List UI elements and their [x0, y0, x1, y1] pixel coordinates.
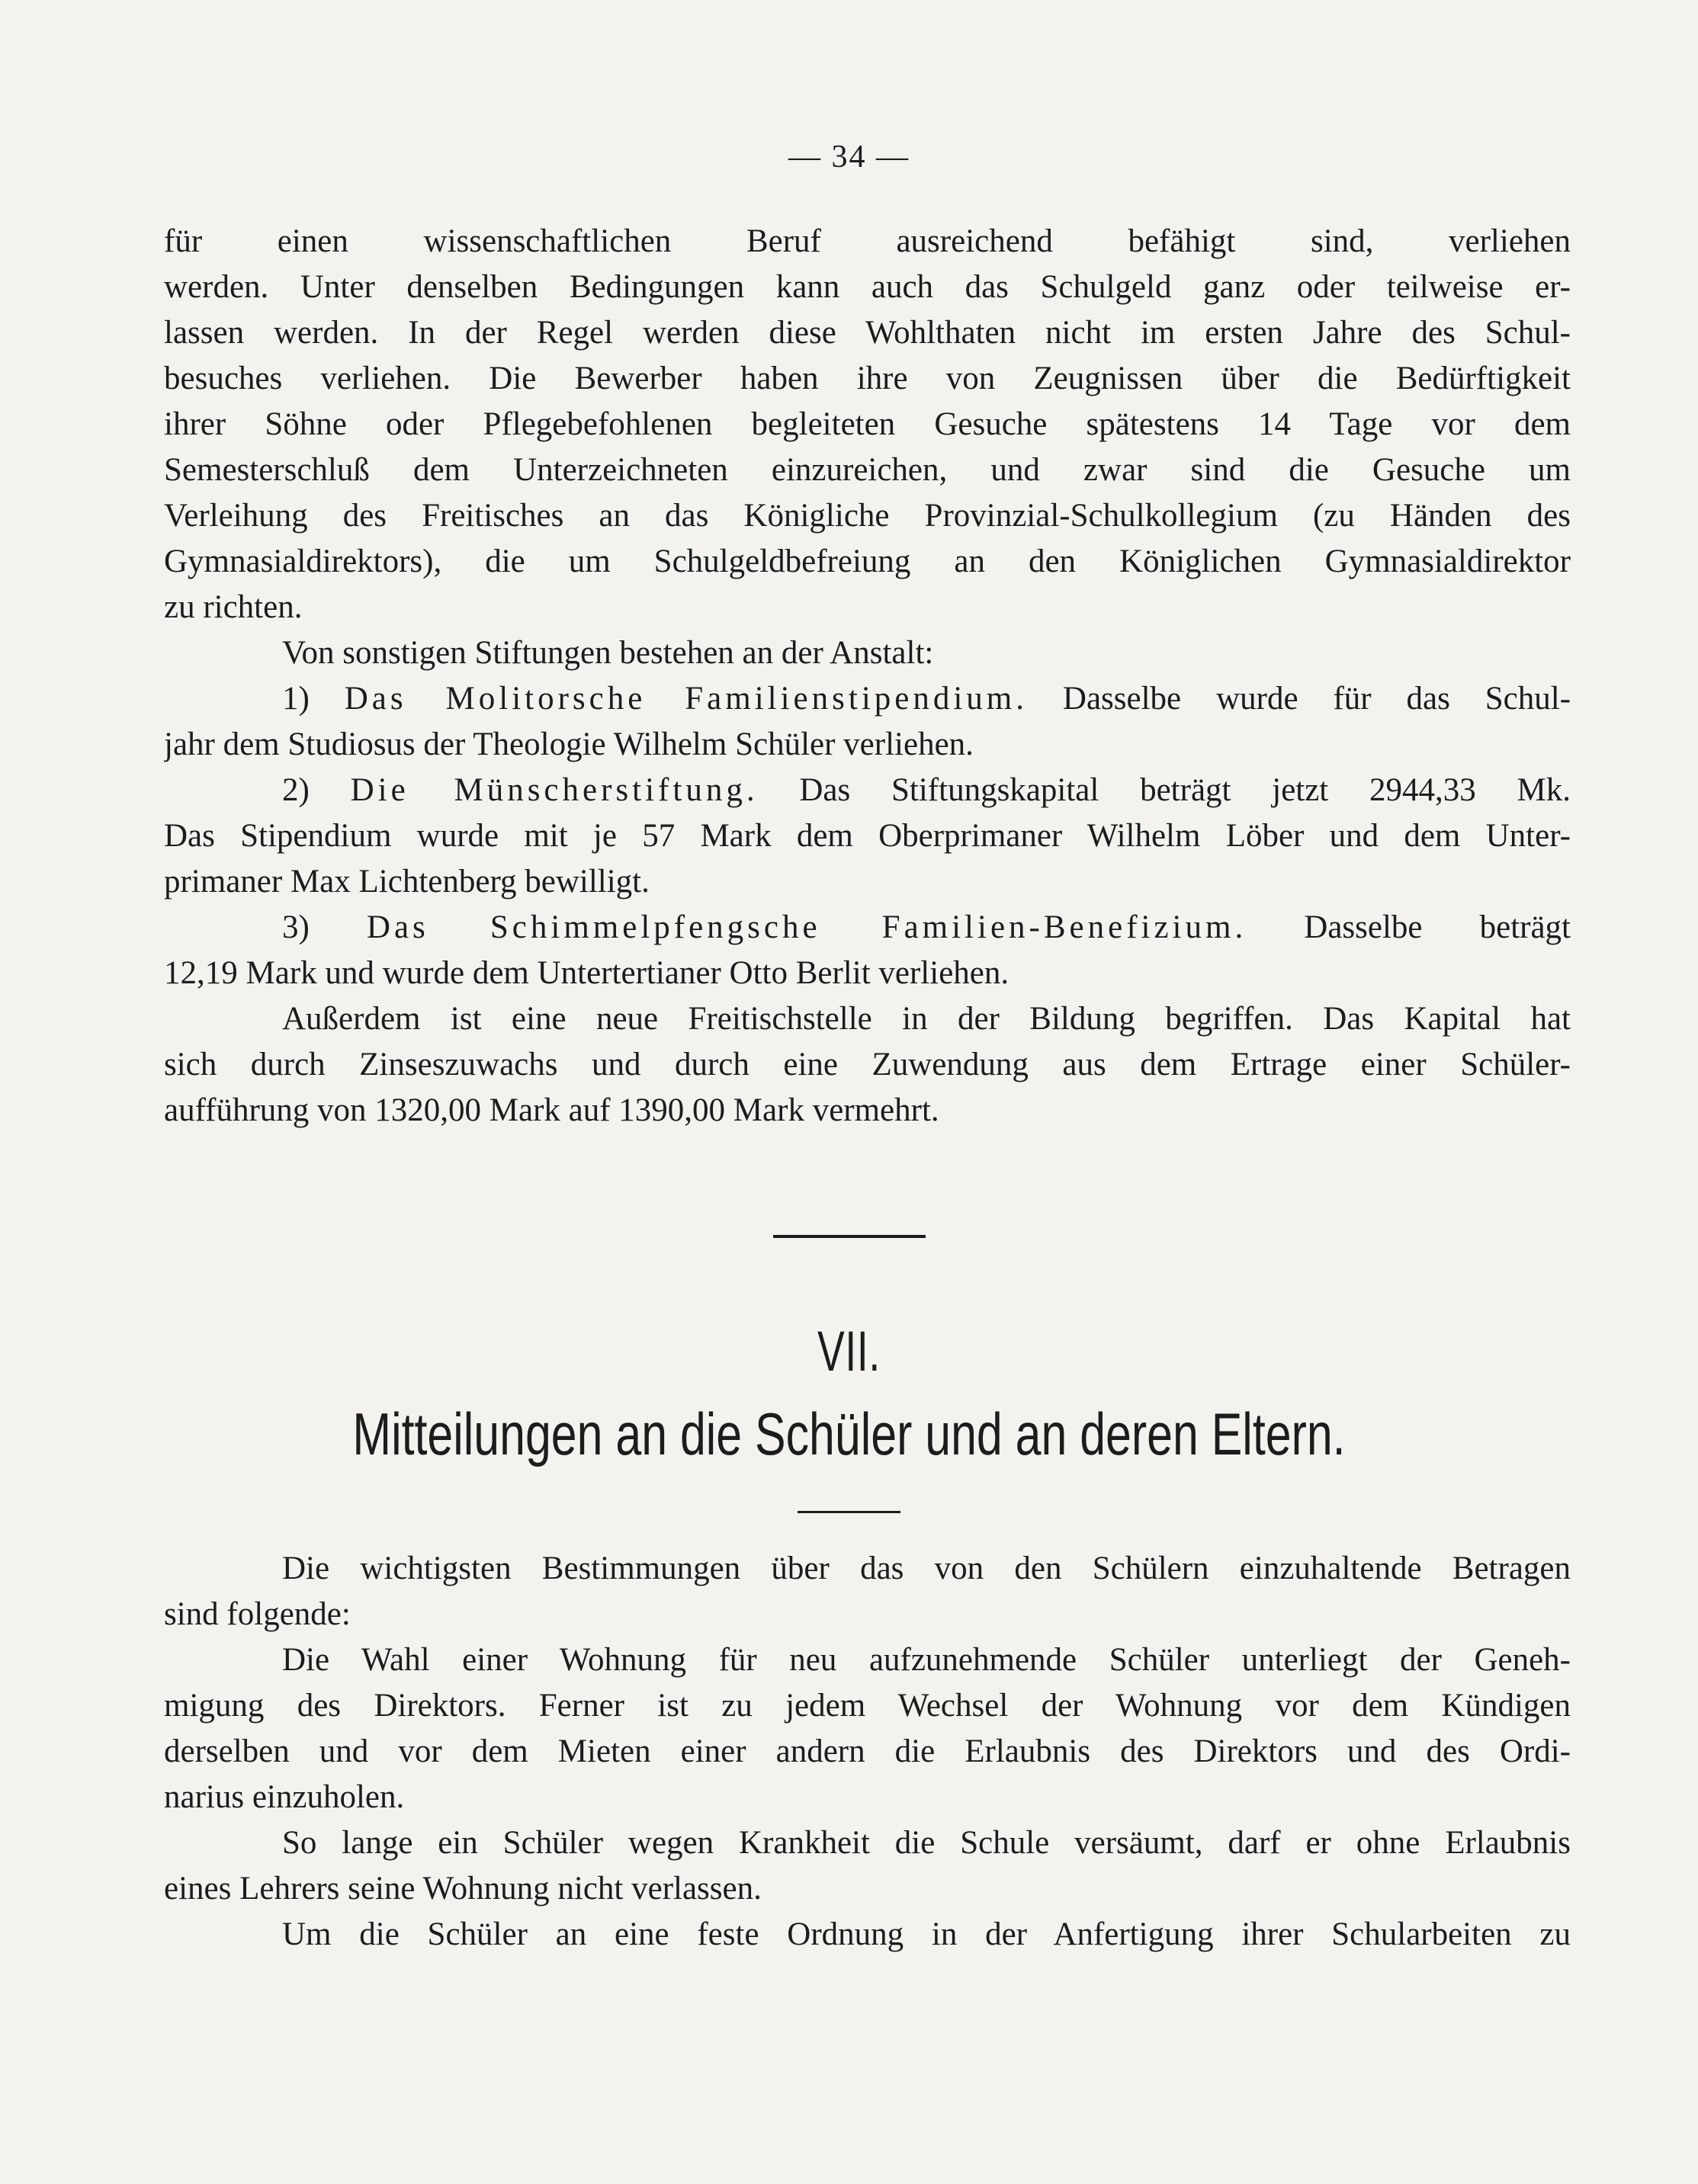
text-line: Die Wahl einer Wohnung für neu aufzunehmende Schüler unterliegt der Geneh-: [282, 1642, 1571, 1678]
item-number: 3): [282, 909, 310, 945]
text-line: für einen wissenschaftlichen Beruf ausreichend befähigt sind, verliehen: [164, 223, 1571, 259]
foundation-item-3: [164, 905, 1571, 951]
section-separator: [0, 1235, 1698, 1238]
text-line: Semesterschluß dem Unterzeichneten einzureichen, und zwar sind die Gesuche um: [164, 452, 1571, 488]
text-line: primaner Max Lichtenberg bewilligt.: [164, 864, 650, 900]
foundation-name: Das Schimmelpfengsche Familien-Benefizium.: [366, 909, 1247, 945]
text-line: besuches verliehen. Die Bewerber haben ihre von Zeugnissen über die Bedürftigkeit: [164, 361, 1571, 396]
foundation-item-1: [164, 676, 1571, 722]
text-line: narius einzuholen.: [164, 1779, 405, 1815]
text-line: zu richten.: [164, 589, 303, 625]
foundation-name: Das Molitorsche Familienstipendium.: [344, 681, 1028, 717]
paragraph-rules: [164, 1546, 1571, 1958]
paragraph-stipends: [164, 219, 1571, 1134]
page-number: — 34 —: [788, 140, 910, 175]
foundation-name: Die Münscherstiftung.: [350, 772, 759, 808]
section-number: VII.: [817, 1320, 881, 1383]
text-line: aufführung von 1320,00 Mark auf 1390,00 Mark vermehrt.: [164, 1092, 939, 1128]
text-line: sich durch Zinseszuwachs und durch eine Zuwendung aus dem Ertrage einer Schüler-: [164, 1047, 1571, 1082]
text-line: Die wichtigsten Bestimmungen über das von den Schülern einzuhaltende Betragen: [282, 1551, 1571, 1586]
text-line: So lange ein Schüler wegen Krankheit die Schule versäumt, darf er ohne Erlaubnis: [282, 1825, 1571, 1861]
item-number: 1): [282, 681, 310, 717]
text-line: Um die Schüler an eine feste Ordnung in der Anfertigung ihrer Schularbeiten zu: [282, 1916, 1571, 1952]
rule-line: [798, 1511, 900, 1513]
text-line: Das Stipendium wurde mit je 57 Mark dem Oberprimaner Wilhelm Löber und dem Unter-: [164, 818, 1571, 854]
title-underline: [0, 1511, 1698, 1513]
foundation-item-2: [164, 768, 1571, 813]
text-line: lassen werden. In der Regel werden diese Wohlthaten nicht im ersten Jahre des Schul-: [164, 315, 1571, 351]
text-line: 12,19 Mark und wurde dem Untertertianer Otto Berlit verliehen.: [164, 955, 1009, 991]
text-line: Verleihung des Freitisches an das Königliche Provinzial-Schulkollegium (zu Händen des: [164, 498, 1571, 534]
text-line: sind folgende:: [164, 1596, 351, 1632]
text-line: migung des Direktors. Ferner ist zu jedem Wechsel der Wohnung vor dem Kündigen: [164, 1688, 1571, 1724]
text-line: jahr dem Studiosus der Theologie Wilhelm Schüler verliehen.: [164, 726, 974, 762]
text-line: Gymnasialdirektors), die um Schulgeldbefreiung an den Königlichen Gymnasialdirektor: [164, 544, 1571, 579]
text-line: ihrer Söhne oder Pflegebefohlenen begleiteten Gesuche spätestens 14 Tage vor dem: [164, 406, 1571, 442]
text-line: werden. Unter denselben Bedingungen kann auch das Schulgeld ganz oder teilweise er-: [164, 269, 1571, 305]
foundation-text: Dasselbe wurde für das Schul-: [1062, 681, 1571, 717]
foundation-text: Dasselbe beträgt: [1304, 909, 1571, 945]
rule-line: [773, 1235, 926, 1238]
text-line: Außerdem ist eine neue Freitischstelle in der Bildung begriffen. Das Kapital hat: [282, 1001, 1571, 1037]
text-line: eines Lehrers seine Wohnung nicht verlassen.: [164, 1871, 762, 1907]
foundations-intro: Von sonstigen Stiftungen bestehen an der Anstalt:: [282, 635, 934, 671]
item-number: 2): [282, 772, 310, 808]
foundation-text: Das Stiftungskapital beträgt jetzt 2944,33 Mk.: [799, 772, 1571, 808]
section-title: Mitteilungen an die Schüler und an deren Eltern.: [352, 1400, 1346, 1467]
text-line: derselben und vor dem Mieten einer andern die Erlaubnis des Direktors und des Ordi-: [164, 1733, 1571, 1769]
